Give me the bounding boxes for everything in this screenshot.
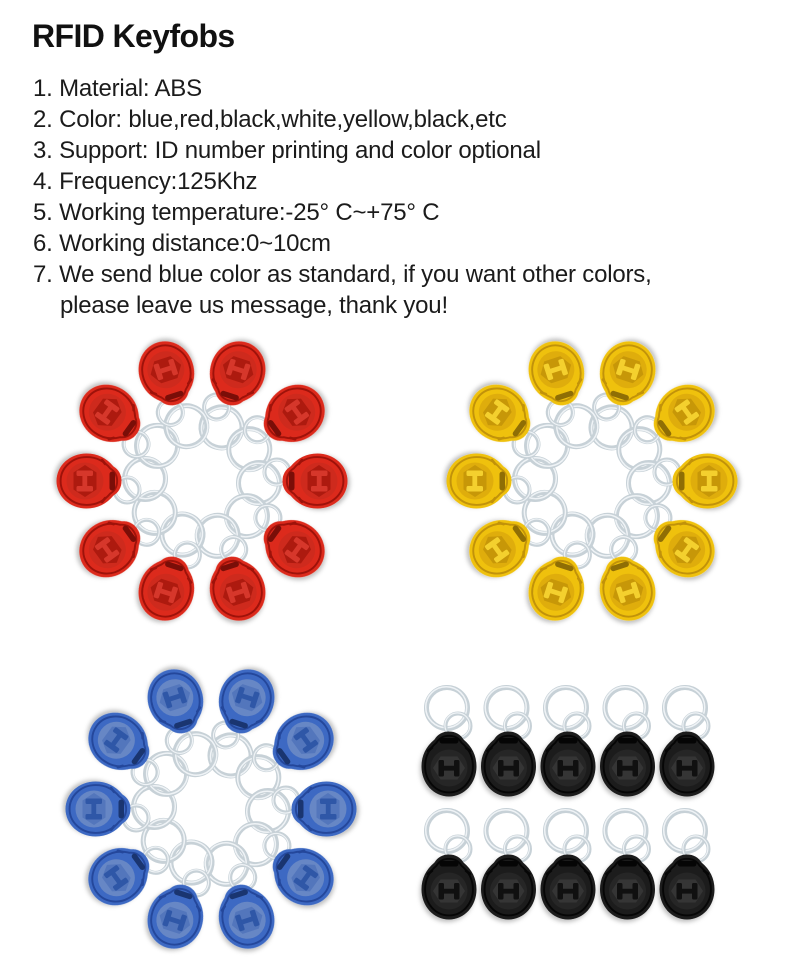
keyfob bbox=[422, 810, 477, 920]
keyfob bbox=[481, 687, 536, 797]
keyfob bbox=[447, 454, 557, 509]
photo-black-keyfobs-grid bbox=[400, 660, 790, 960]
keyfob bbox=[660, 810, 715, 920]
keyfob bbox=[247, 782, 357, 837]
spec-line: 2. Color: blue,red,black,white,yellow,black,etc bbox=[33, 106, 507, 133]
spec-line: 6. Working distance:0~10cm bbox=[33, 230, 331, 257]
keyfob bbox=[660, 687, 715, 797]
page-title: RFID Keyfobs bbox=[32, 18, 235, 54]
photo-yellow-keyfobs-ring bbox=[418, 326, 766, 634]
spec-line: 4. Frequency:125Khz bbox=[33, 168, 258, 195]
spec-line: 1. Material: ABS bbox=[33, 75, 202, 102]
keyfob bbox=[57, 454, 167, 509]
spec-line: 7. We send blue color as standard, if you want other colors, bbox=[33, 261, 652, 288]
photo-red-keyfobs-ring bbox=[28, 326, 376, 634]
keyfob bbox=[238, 454, 348, 509]
keyfob bbox=[481, 810, 536, 920]
keyfob bbox=[541, 810, 596, 920]
keyfob bbox=[600, 810, 655, 920]
spec-line: 3. Support: ID number printing and color optional bbox=[33, 137, 541, 164]
photo-blue-keyfobs-ring bbox=[36, 654, 386, 962]
keyfob bbox=[628, 454, 738, 509]
spec-list bbox=[33, 73, 783, 321]
spec-line: please leave us message, thank you! bbox=[60, 292, 448, 319]
spec-line: 5. Working temperature:-25° C~+75° C bbox=[33, 199, 440, 226]
keyfob bbox=[66, 782, 176, 837]
keyfob bbox=[541, 687, 596, 797]
keyfob bbox=[600, 687, 655, 797]
keyfob bbox=[422, 687, 477, 797]
